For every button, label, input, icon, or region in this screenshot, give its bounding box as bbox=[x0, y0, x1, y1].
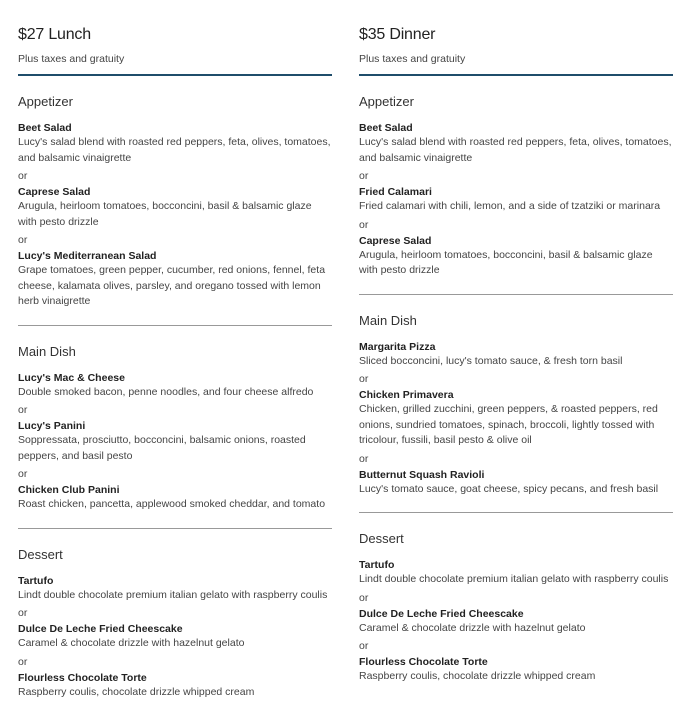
section-title: Appetizer bbox=[359, 94, 414, 109]
item-name: Tartufo bbox=[18, 574, 54, 587]
item-description: Soppressata, prosciutto, bocconcini, balsamic onions, roasted peppers, and basil pesto bbox=[18, 434, 306, 462]
item-name: Chicken Club Panini bbox=[18, 484, 120, 496]
section-title: Dessert bbox=[18, 546, 63, 562]
or-separator: or bbox=[359, 640, 369, 652]
lunch-menu-column bbox=[18, 24, 332, 700]
section-title: Main Dish bbox=[359, 312, 417, 328]
appetizer-section bbox=[18, 76, 332, 310]
item-description: Lucy's salad blend with roasted red peppers, feta, olives, tomatoes, and balsamic vinaigrette bbox=[359, 136, 672, 164]
or-separator: or bbox=[359, 591, 369, 604]
item-name: Lucy's Mac & Cheese bbox=[18, 371, 125, 384]
or-separator: or bbox=[18, 607, 28, 619]
dessert-section bbox=[18, 529, 332, 701]
main-dish-section bbox=[18, 326, 332, 513]
item-name: Lucy's Panini bbox=[18, 420, 86, 432]
item-description: Raspberry coulis, chocolate drizzle whipped cream bbox=[359, 670, 596, 682]
or-separator: or bbox=[18, 234, 28, 246]
or-separator: or bbox=[359, 452, 369, 465]
item-name: Beet Salad bbox=[359, 122, 413, 134]
item-name: Margarita Pizza bbox=[359, 340, 436, 353]
or-separator: or bbox=[359, 170, 369, 182]
item-description: Grape tomatoes, green pepper, cucumber, red onions, fennel, feta cheese, kalamata olives, parsley, and oregano tossed with lemon herb vinaigrette bbox=[18, 264, 326, 307]
item-name: Tartufo bbox=[359, 559, 395, 571]
main-dish-section bbox=[359, 295, 673, 498]
section-title: Main Dish bbox=[18, 343, 76, 359]
section-title: Appetizer bbox=[18, 94, 73, 109]
item-description: Fried calamari with chili, lemon, and a side of tzatziki or marinara bbox=[359, 200, 661, 212]
item-name: Beet Salad bbox=[18, 122, 72, 134]
item-name: Dulce De Leche Fried Cheescake bbox=[359, 607, 524, 620]
item-description: Lindt double chocolate premium italian gelato with raspberry coulis bbox=[359, 573, 669, 585]
item-description: Sliced bocconcini, lucy's tomato sauce, & fresh torn basil bbox=[359, 354, 623, 367]
or-separator: or bbox=[18, 468, 28, 480]
item-name: Chicken Primavera bbox=[359, 389, 454, 401]
item-name: Fried Calamari bbox=[359, 186, 432, 198]
item-name: Butternut Squash Ravioli bbox=[359, 468, 485, 481]
section-title: Dessert bbox=[359, 531, 404, 546]
item-description: Caramel & chocolate drizzle with hazelnut gelato bbox=[18, 637, 245, 649]
or-separator: or bbox=[18, 404, 28, 416]
item-description: Lucy's salad blend with roasted red peppers, feta, olives, tomatoes, and balsamic vinaigrette bbox=[18, 136, 331, 164]
item-description: Raspberry coulis, chocolate drizzle whipped cream bbox=[18, 685, 255, 698]
menu-subtitle: Plus taxes and gratuity bbox=[18, 53, 125, 65]
or-separator: or bbox=[359, 373, 369, 385]
menu-subtitle: Plus taxes and gratuity bbox=[359, 53, 466, 65]
menu-title: $27 Lunch bbox=[18, 26, 91, 43]
item-name: Dulce De Leche Fried Cheescake bbox=[18, 623, 183, 635]
item-name: Flourless Chocolate Torte bbox=[18, 671, 147, 684]
appetizer-section bbox=[359, 76, 673, 279]
item-name: Lucy's Mediterranean Salad bbox=[18, 250, 157, 262]
item-description: Double smoked bacon, penne noodles, and four cheese alfredo bbox=[18, 385, 314, 398]
or-separator: or bbox=[18, 170, 28, 182]
dinner-menu-column bbox=[359, 24, 673, 685]
item-name: Flourless Chocolate Torte bbox=[359, 656, 488, 668]
item-description: Lindt double chocolate premium italian gelato with raspberry coulis bbox=[18, 588, 328, 601]
dessert-section bbox=[359, 513, 673, 685]
item-name: Caprese Salad bbox=[18, 186, 91, 198]
item-description: Chicken, grilled zucchini, green peppers, & roasted peppers, red onions, sundried tomatoes, spinach, broccoli, lightly tossed with tricolour, fussili, basil pesto & olive oil bbox=[359, 403, 658, 446]
menu-title: $35 Dinner bbox=[359, 26, 436, 43]
item-description: Lucy's tomato sauce, goat cheese, spicy pecans, and fresh basil bbox=[359, 482, 659, 495]
item-description: Caramel & chocolate drizzle with hazelnut gelato bbox=[359, 621, 586, 634]
item-description: Roast chicken, pancetta, applewood smoked cheddar, and tomato bbox=[18, 498, 326, 510]
or-separator: or bbox=[359, 218, 369, 231]
item-name: Caprese Salad bbox=[359, 234, 432, 247]
or-separator: or bbox=[18, 655, 28, 668]
item-description: Arugula, heirloom tomatoes, bocconcini, basil & balsamic glaze with pesto drizzle bbox=[359, 248, 653, 276]
item-description: Arugula, heirloom tomatoes, bocconcini, basil & balsamic glaze with pesto drizzle bbox=[18, 200, 312, 228]
